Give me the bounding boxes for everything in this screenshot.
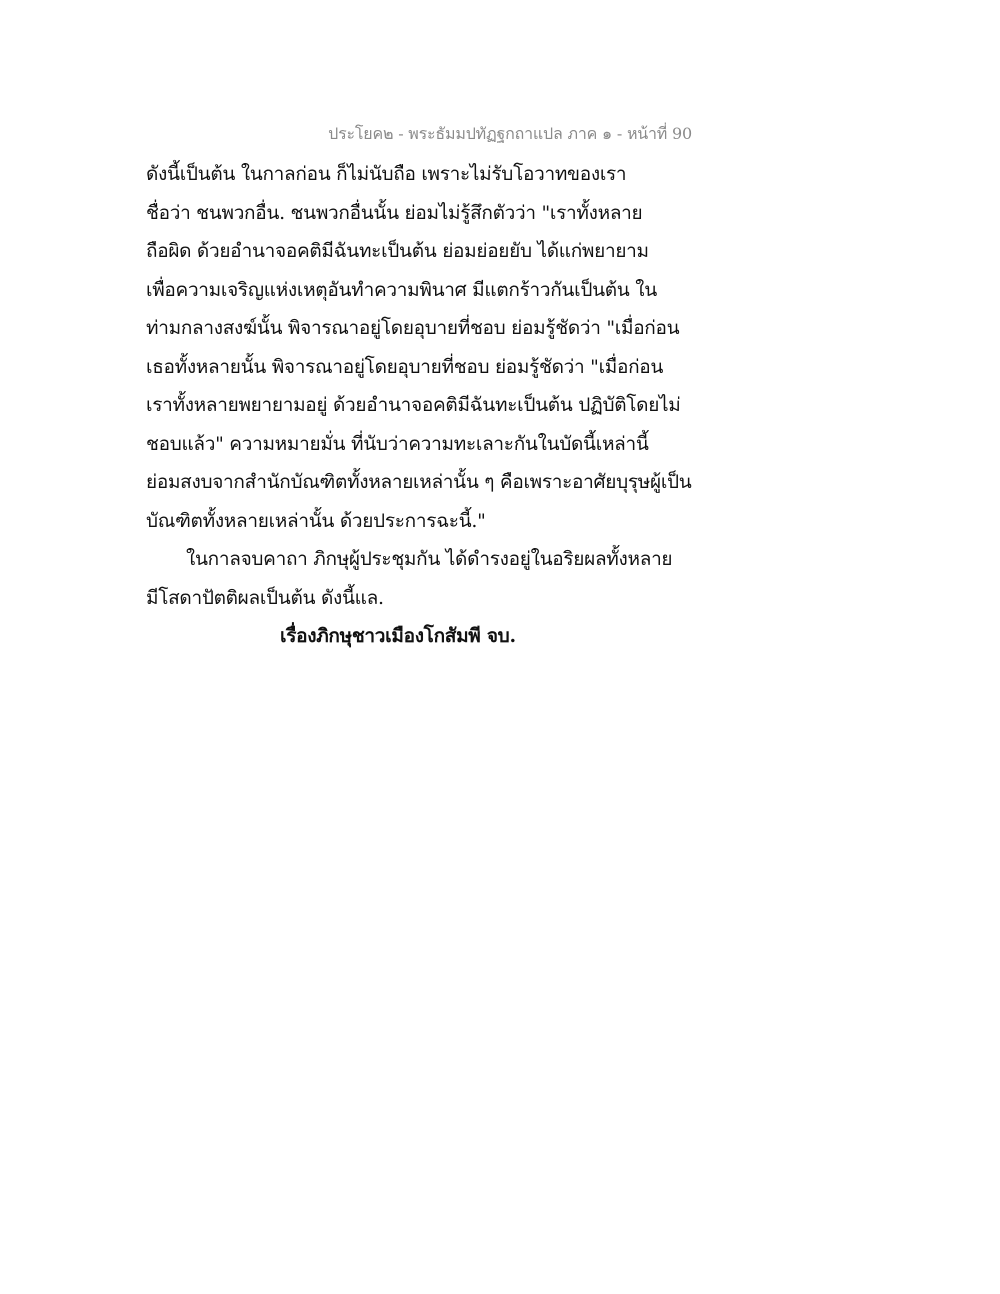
text-line: ชื่อว่า ชนพวกอื่น. ชนพวกอื่นนั้น ย่อมไม่รู้สึกตัวว่า "เราทั้งหลาย [146,201,643,224]
story-ending-line: เรื่องภิกษุชาวเมืองโกสัมพี จบ. [280,625,516,647]
text-line: ชอบแล้ว" ความหมายมั่น ที่นับว่าความทะเลาะกันในบัดนี้เหล่านี้ [146,432,649,455]
text-line: ย่อมสงบจากสำนักบัณฑิตทั้งหลายเหล่านั้น ๆ คือเพราะอาศัยบุรุษผู้เป็น [146,471,692,493]
text-line: ท่ามกลางสงฆ์นั้น พิจารณาอยู่โดยอุบายที่ชอบ ย่อมรู้ชัดว่า "เมื่อก่อน [146,317,680,339]
text-line: ดังนี้เป็นต้น ในกาลก่อน ก็ไม่นับถือ เพราะไม่รับโอวาทของเรา [146,163,627,185]
text-line: เพื่อความเจริญแห่งเหตุอันทำความพินาศ มีแตกร้าวกันเป็นต้น ใน [146,278,657,301]
text-line: เธอทั้งหลายนั้น พิจารณาอยู่โดยอุบายที่ชอบ ย่อมรู้ชัดว่า "เมื่อก่อน [146,355,664,378]
body-text [146,155,706,656]
text-line: มีโสดาปัตติผลเป็นต้น ดังนี้แล. [146,586,384,609]
paragraph-first-line: ในกาลจบคาถา ภิกษุผู้ประชุมกัน ได้ดำรงอยู่ในอริยผลทั้งหลาย [186,548,673,570]
text-line: บัณฑิตทั้งหลายเหล่านั้น ด้วยประการฉะนี้." [146,509,486,532]
text-line: เราทั้งหลายพยายามอยู่ ด้วยอำนาจอคติมีฉันทะเป็นต้น ปฏิบัติโดยไม่ [146,394,681,416]
running-header: ประโยค๒ - พระธัมมปทัฏฐกถาแปล ภาค ๑ - หน้าที่ 90 [328,124,692,143]
text-line: ถือผิด ด้วยอำนาจอคติมีฉันทะเป็นต้น ย่อมย่อยยับ ได้แก่พยายาม [146,240,649,262]
